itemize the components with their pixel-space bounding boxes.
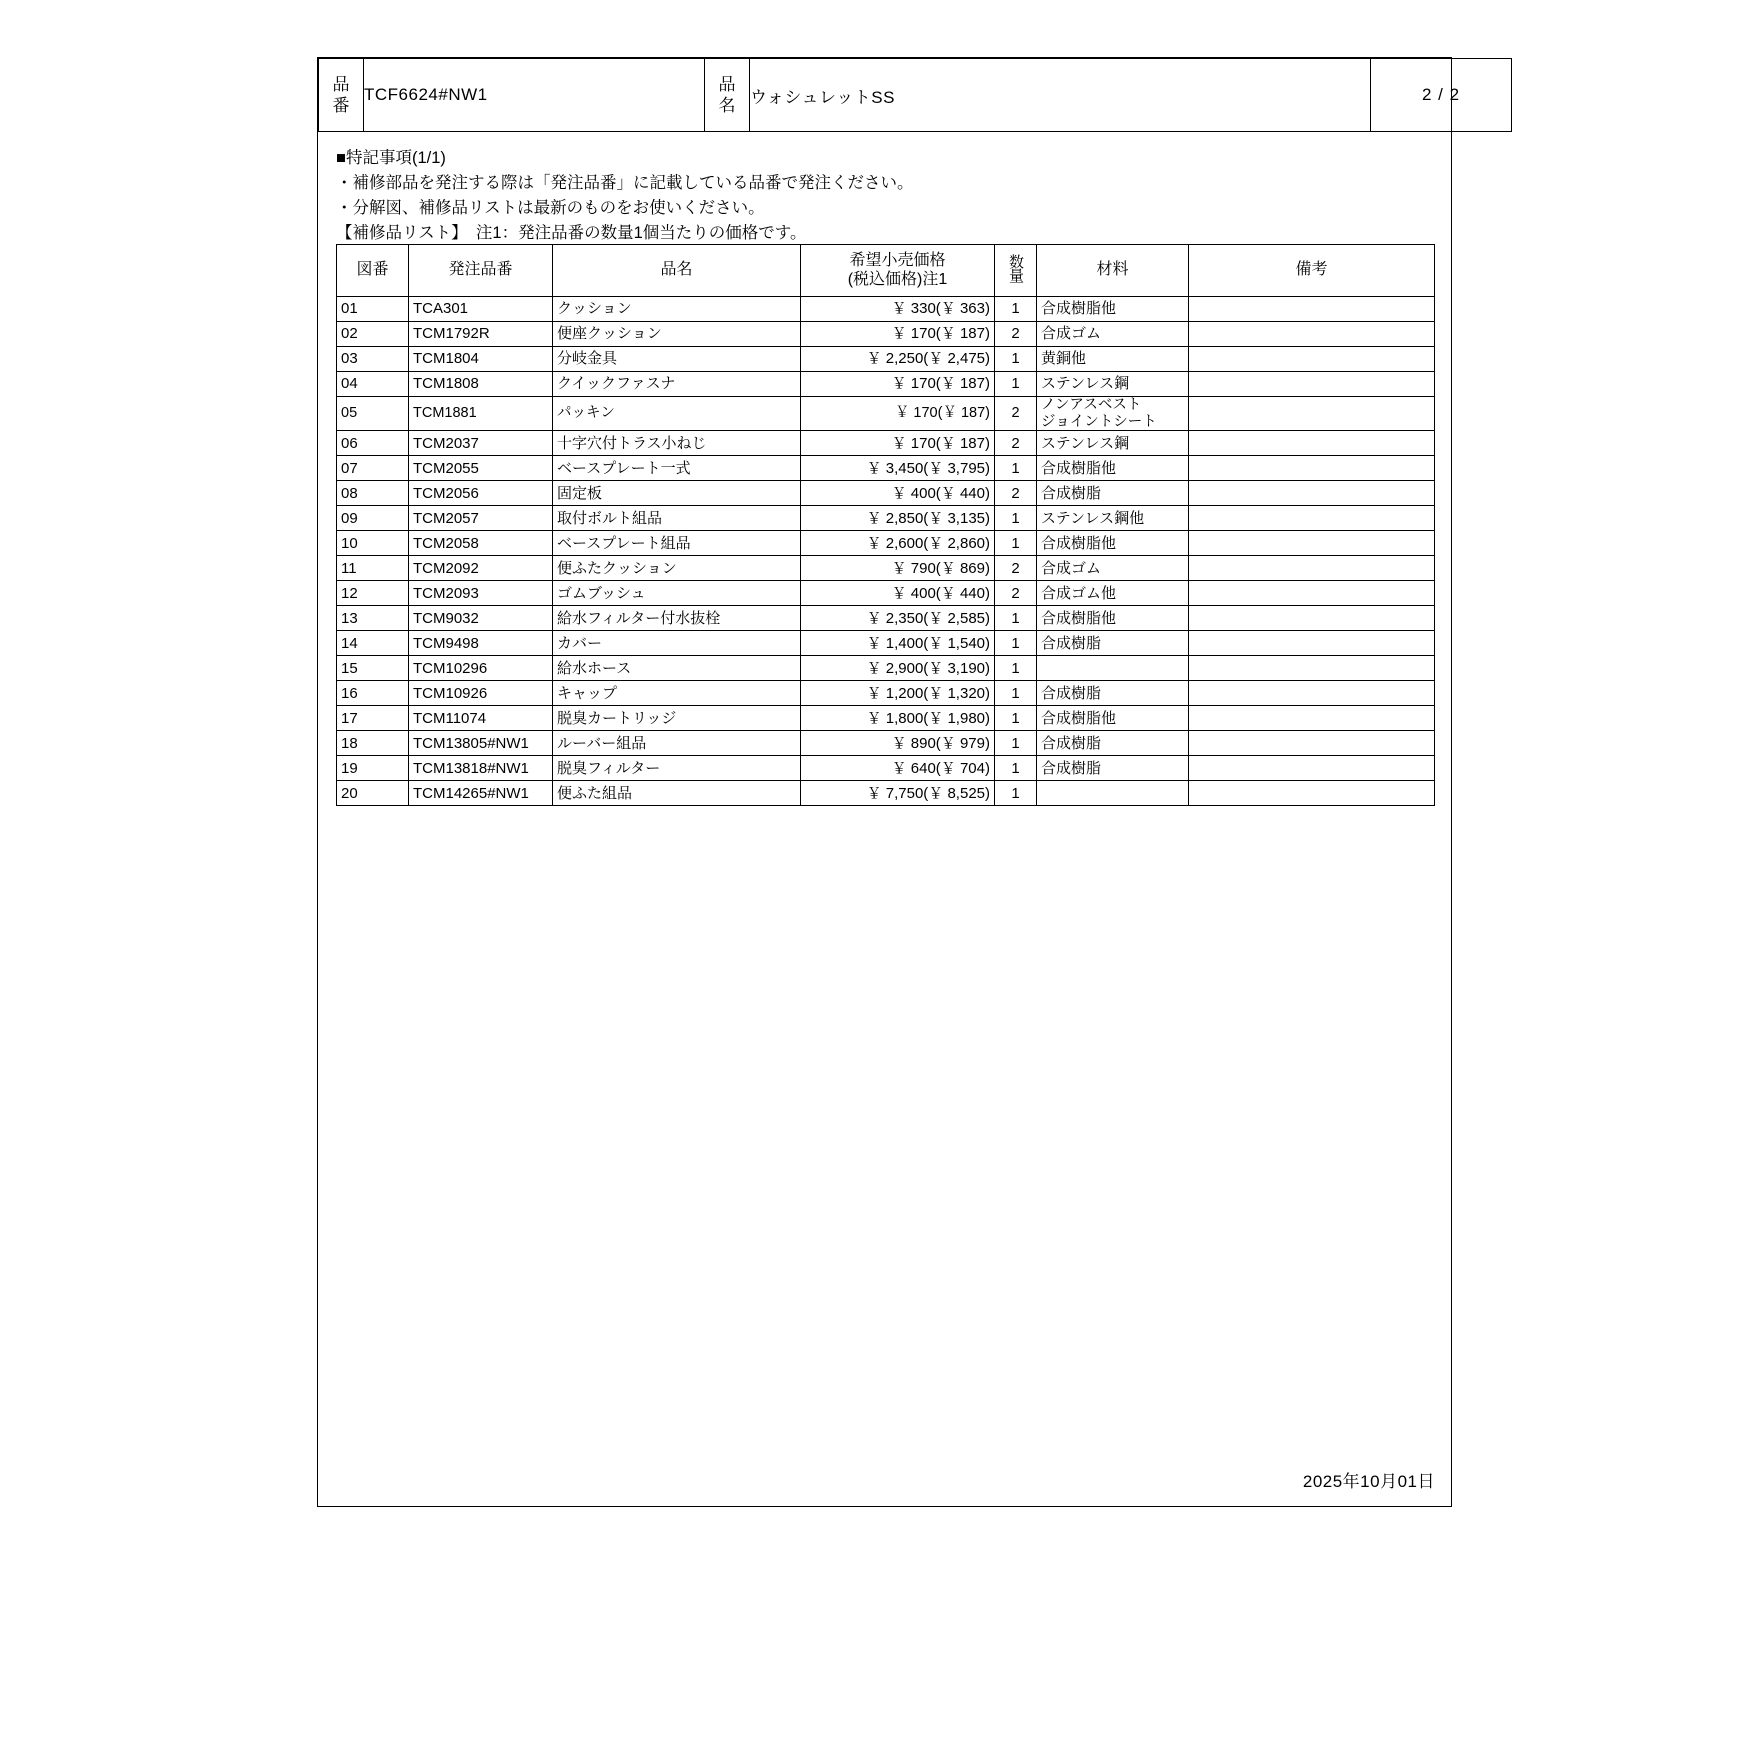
table-row — [337, 531, 1435, 556]
cell-material: 合成樹脂他 — [1037, 297, 1189, 322]
cell-order-code: TCM2093 — [409, 581, 553, 606]
cell-zuban: 05 — [337, 397, 409, 431]
product-code-label — [319, 59, 364, 132]
cell-remarks — [1189, 731, 1435, 756]
col-header-zuban: 図番 — [337, 245, 409, 297]
cell-part-name: 便ふたクッション — [553, 556, 801, 581]
cell-zuban: 20 — [337, 781, 409, 806]
cell-part-name: クッション — [553, 297, 801, 322]
cell-zuban: 18 — [337, 731, 409, 756]
cell-quantity: 1 — [995, 781, 1037, 806]
cell-order-code: TCM14265#NW1 — [409, 781, 553, 806]
cell-zuban: 09 — [337, 506, 409, 531]
cell-zuban: 01 — [337, 297, 409, 322]
col-header-price-line1: 希望小売価格 — [849, 252, 946, 270]
cell-quantity: 1 — [995, 706, 1037, 731]
cell-price: ￥ 1,800(￥ 1,980) — [801, 706, 995, 731]
cell-part-name: パッキン — [553, 397, 801, 431]
cell-zuban: 19 — [337, 756, 409, 781]
cell-zuban: 06 — [337, 431, 409, 456]
product-code-label-line2: 番 — [332, 96, 350, 115]
header-table — [318, 58, 1512, 132]
cell-part-name: 固定板 — [553, 481, 801, 506]
notes-block — [336, 146, 914, 246]
cell-part-name: 十字穴付トラス小ねじ — [553, 431, 801, 456]
table-row — [337, 506, 1435, 531]
cell-part-name: 脱臭フィルター — [553, 756, 801, 781]
cell-order-code: TCM1804 — [409, 347, 553, 372]
parts-list — [336, 244, 1434, 806]
cell-zuban: 02 — [337, 322, 409, 347]
cell-remarks — [1189, 397, 1435, 431]
table-row — [337, 372, 1435, 397]
cell-material — [1037, 781, 1189, 806]
cell-part-name: キャップ — [553, 681, 801, 706]
cell-material: 合成ゴム — [1037, 556, 1189, 581]
table-row — [337, 297, 1435, 322]
table-row — [337, 631, 1435, 656]
page-number: 2 / 2 — [1371, 59, 1512, 132]
cell-quantity: 1 — [995, 372, 1037, 397]
cell-quantity: 1 — [995, 656, 1037, 681]
cell-quantity: 1 — [995, 756, 1037, 781]
cell-zuban: 17 — [337, 706, 409, 731]
product-name-value: ウォシュレットSS — [750, 59, 1371, 132]
cell-order-code: TCM9032 — [409, 606, 553, 631]
cell-quantity: 1 — [995, 531, 1037, 556]
cell-quantity: 1 — [995, 731, 1037, 756]
cell-remarks — [1189, 681, 1435, 706]
cell-remarks — [1189, 347, 1435, 372]
cell-quantity: 1 — [995, 631, 1037, 656]
table-row — [337, 681, 1435, 706]
cell-zuban: 14 — [337, 631, 409, 656]
cell-price: ￥ 2,900(￥ 3,190) — [801, 656, 995, 681]
cell-material: ステンレス鋼他 — [1037, 506, 1189, 531]
product-name-label-line2: 名 — [718, 96, 736, 115]
table-row — [337, 781, 1435, 806]
cell-order-code: TCM10296 — [409, 656, 553, 681]
cell-part-name: 給水ホース — [553, 656, 801, 681]
cell-quantity: 1 — [995, 456, 1037, 481]
cell-zuban: 12 — [337, 581, 409, 606]
cell-price: ￥ 1,400(￥ 1,540) — [801, 631, 995, 656]
table-row — [337, 656, 1435, 681]
cell-order-code: TCM2057 — [409, 506, 553, 531]
cell-zuban: 15 — [337, 656, 409, 681]
cell-order-code: TCM13818#NW1 — [409, 756, 553, 781]
table-row — [337, 606, 1435, 631]
cell-order-code: TCM11074 — [409, 706, 553, 731]
cell-quantity: 1 — [995, 681, 1037, 706]
cell-material — [1037, 656, 1189, 681]
cell-part-name: ベースプレート組品 — [553, 531, 801, 556]
table-row — [337, 706, 1435, 731]
cell-part-name: 脱臭カートリッジ — [553, 706, 801, 731]
cell-material: 合成樹脂 — [1037, 731, 1189, 756]
table-row — [337, 322, 1435, 347]
cell-order-code: TCM2037 — [409, 431, 553, 456]
cell-remarks — [1189, 531, 1435, 556]
cell-price: ￥ 170(￥ 187) — [801, 372, 995, 397]
cell-material: 合成樹脂他 — [1037, 456, 1189, 481]
cell-quantity: 2 — [995, 556, 1037, 581]
col-header-price-line2: (税込価格)注1 — [847, 270, 948, 288]
cell-quantity: 1 — [995, 606, 1037, 631]
cell-part-name: ベースプレート一式 — [553, 456, 801, 481]
cell-price: ￥ 330(￥ 363) — [801, 297, 995, 322]
cell-material: 黄銅他 — [1037, 347, 1189, 372]
cell-price: ￥ 790(￥ 869) — [801, 556, 995, 581]
cell-price: ￥ 890(￥ 979) — [801, 731, 995, 756]
cell-zuban: 13 — [337, 606, 409, 631]
cell-part-name: ルーバー組品 — [553, 731, 801, 756]
cell-material: ステンレス鋼 — [1037, 431, 1189, 456]
cell-material: 合成樹脂他 — [1037, 706, 1189, 731]
cell-price: ￥ 2,600(￥ 2,860) — [801, 531, 995, 556]
cell-price: ￥ 3,450(￥ 3,795) — [801, 456, 995, 481]
cell-remarks — [1189, 606, 1435, 631]
notes-line-1: ■特記事項(1/1) — [336, 149, 446, 167]
product-name-label — [705, 59, 750, 132]
cell-order-code: TCM2092 — [409, 556, 553, 581]
cell-price: ￥ 170(￥ 187) — [801, 431, 995, 456]
cell-price: ￥ 170(￥ 187) — [801, 397, 995, 431]
cell-remarks — [1189, 506, 1435, 531]
cell-remarks — [1189, 656, 1435, 681]
cell-remarks — [1189, 481, 1435, 506]
table-row — [337, 756, 1435, 781]
cell-part-name: 分岐金具 — [553, 347, 801, 372]
cell-zuban: 03 — [337, 347, 409, 372]
product-code-value: TCF6624#NW1 — [364, 59, 705, 132]
cell-order-code: TCM2056 — [409, 481, 553, 506]
table-row — [337, 456, 1435, 481]
table-row — [337, 581, 1435, 606]
cell-order-code: TCM2058 — [409, 531, 553, 556]
col-header-price — [801, 245, 995, 297]
cell-quantity: 2 — [995, 481, 1037, 506]
col-header-part-name: 品名 — [553, 245, 801, 297]
cell-remarks — [1189, 581, 1435, 606]
cell-quantity: 1 — [995, 347, 1037, 372]
cell-remarks — [1189, 456, 1435, 481]
cell-material: 合成樹脂他 — [1037, 606, 1189, 631]
cell-remarks — [1189, 781, 1435, 806]
cell-remarks — [1189, 372, 1435, 397]
cell-part-name: 便座クッション — [553, 322, 801, 347]
cell-price: ￥ 2,350(￥ 2,585) — [801, 606, 995, 631]
notes-line-2: ・補修部品を発注する際は「発注品番」に記載している品番で発注ください。 — [336, 174, 914, 193]
cell-order-code: TCA301 — [409, 297, 553, 322]
cell-part-name: 便ふた組品 — [553, 781, 801, 806]
cell-order-code: TCM10926 — [409, 681, 553, 706]
cell-part-name: 給水フィルター付水抜栓 — [553, 606, 801, 631]
cell-order-code: TCM1808 — [409, 372, 553, 397]
cell-price: ￥ 400(￥ 440) — [801, 581, 995, 606]
cell-price: ￥ 2,250(￥ 2,475) — [801, 347, 995, 372]
cell-order-code: TCM2055 — [409, 456, 553, 481]
cell-order-code: TCM1792R — [409, 322, 553, 347]
cell-quantity: 1 — [995, 506, 1037, 531]
cell-price: ￥ 170(￥ 187) — [801, 322, 995, 347]
col-header-remarks: 備考 — [1189, 245, 1435, 297]
cell-quantity: 2 — [995, 322, 1037, 347]
product-code-label-line1: 品 — [332, 74, 350, 94]
cell-zuban: 10 — [337, 531, 409, 556]
cell-part-name: クイックファスナ — [553, 372, 801, 397]
cell-material: 合成樹脂他 — [1037, 531, 1189, 556]
col-header-quantity-text: 数量 — [1007, 253, 1024, 282]
cell-price: ￥ 2,850(￥ 3,135) — [801, 506, 995, 531]
cell-remarks — [1189, 631, 1435, 656]
cell-zuban: 04 — [337, 372, 409, 397]
cell-material: 合成樹脂 — [1037, 681, 1189, 706]
cell-zuban: 08 — [337, 481, 409, 506]
cell-material: 合成ゴム他 — [1037, 581, 1189, 606]
cell-material: 合成樹脂 — [1037, 631, 1189, 656]
cell-remarks — [1189, 756, 1435, 781]
cell-quantity: 2 — [995, 581, 1037, 606]
document-page — [317, 57, 1461, 1507]
table-row — [337, 347, 1435, 372]
table-row — [337, 431, 1435, 456]
cell-quantity: 2 — [995, 397, 1037, 431]
col-header-order-code: 発注品番 — [409, 245, 553, 297]
cell-price: ￥ 7,750(￥ 8,525) — [801, 781, 995, 806]
parts-table-body — [337, 297, 1435, 806]
cell-remarks — [1189, 556, 1435, 581]
cell-remarks — [1189, 706, 1435, 731]
cell-remarks — [1189, 431, 1435, 456]
notes-line-3: ・分解図、補修品リストは最新のものをお使いください。 — [336, 199, 765, 218]
table-row — [337, 397, 1435, 431]
cell-part-name: 取付ボルト組品 — [553, 506, 801, 531]
cell-zuban: 11 — [337, 556, 409, 581]
cell-zuban: 07 — [337, 456, 409, 481]
cell-material: 合成ゴム — [1037, 322, 1189, 347]
cell-order-code: TCM1881 — [409, 397, 553, 431]
cell-price: ￥ 400(￥ 440) — [801, 481, 995, 506]
table-row — [337, 556, 1435, 581]
table-row — [337, 481, 1435, 506]
cell-material: ステンレス鋼 — [1037, 372, 1189, 397]
col-header-material: 材料 — [1037, 245, 1189, 297]
cell-material: 合成樹脂 — [1037, 756, 1189, 781]
cell-material: 合成樹脂 — [1037, 481, 1189, 506]
cell-remarks — [1189, 322, 1435, 347]
table-header-row — [337, 245, 1435, 297]
cell-quantity: 1 — [995, 297, 1037, 322]
cell-quantity: 2 — [995, 431, 1037, 456]
cell-part-name: カバー — [553, 631, 801, 656]
cell-price: ￥ 1,200(￥ 1,320) — [801, 681, 995, 706]
parts-table — [336, 244, 1435, 806]
cell-zuban: 16 — [337, 681, 409, 706]
product-name-label-line1: 品 — [718, 74, 736, 94]
cell-material: ノンアスベスト ジョイントシート — [1037, 397, 1189, 431]
cell-remarks — [1189, 297, 1435, 322]
table-row — [337, 731, 1435, 756]
col-header-quantity — [995, 245, 1037, 297]
footer-date: 2025年10月01日 — [1302, 1472, 1435, 1491]
notes-line-4: 【補修品リスト】 注1：発注品番の数量1個当たりの価格です。 — [336, 224, 807, 243]
cell-part-name: ゴムブッシュ — [553, 581, 801, 606]
cell-order-code: TCM13805#NW1 — [409, 731, 553, 756]
cell-price: ￥ 640(￥ 704) — [801, 756, 995, 781]
cell-order-code: TCM9498 — [409, 631, 553, 656]
